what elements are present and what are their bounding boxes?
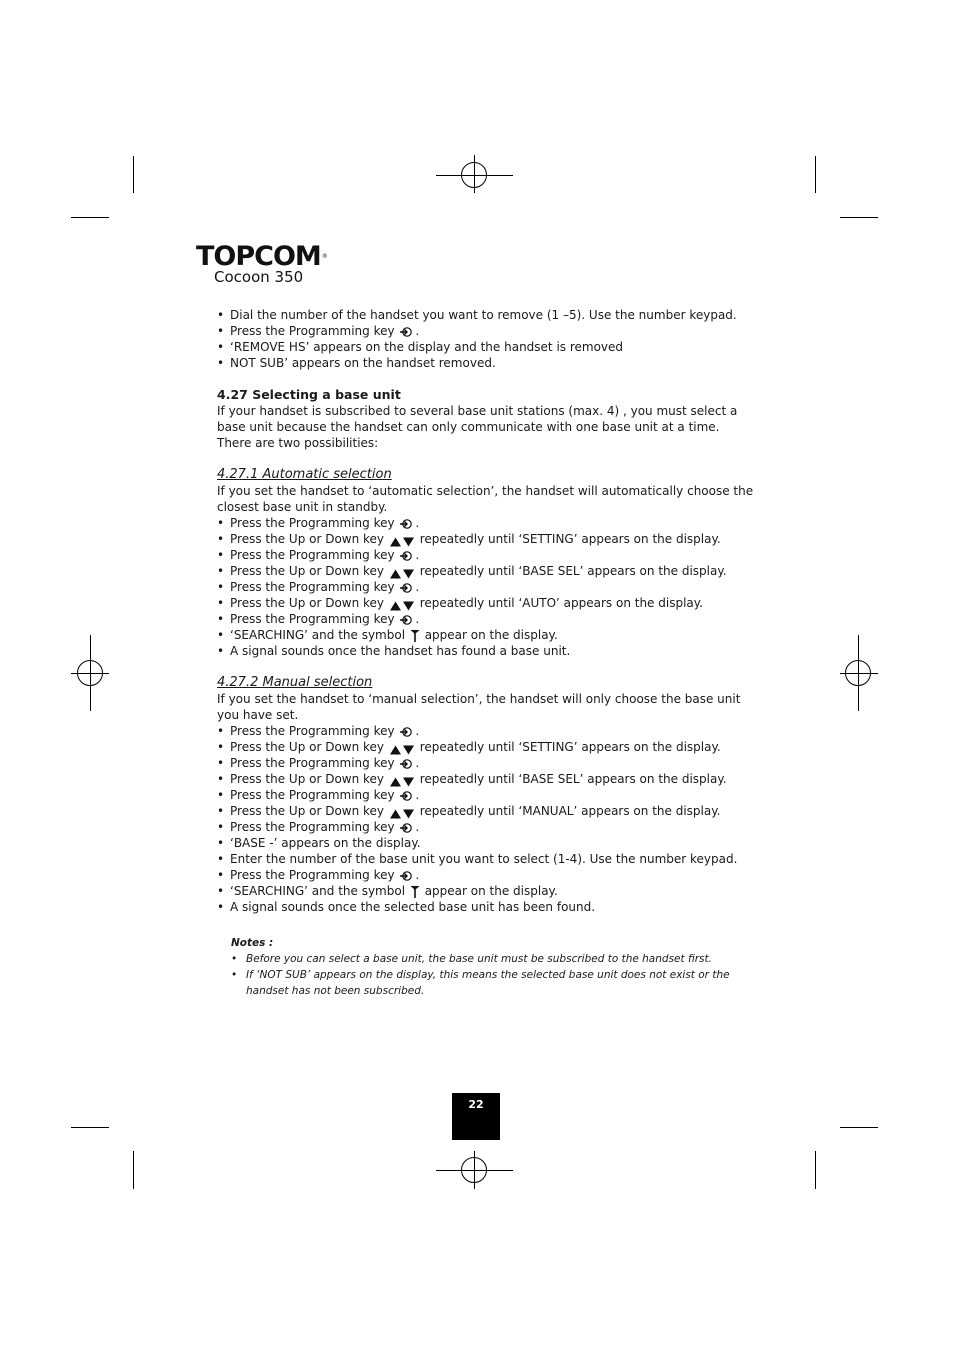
crop-mark bbox=[133, 1151, 134, 1189]
automatic-steps-list bbox=[217, 515, 757, 659]
up-down-key-icon bbox=[389, 807, 415, 817]
notes-title: Notes : bbox=[231, 937, 274, 949]
list-item bbox=[217, 563, 757, 579]
crop-mark bbox=[815, 1151, 816, 1189]
crop-mark bbox=[840, 217, 878, 218]
list-item-text: Press the Programming key bbox=[230, 788, 395, 802]
up-down-key-icon bbox=[389, 775, 415, 785]
intro-bullet-list bbox=[217, 307, 757, 371]
subsection-title-manual: 4.27.2 Manual selection bbox=[217, 675, 373, 690]
list-item bbox=[217, 307, 757, 323]
note-item: • Before you can select a base unit, the base unit must be subscribed to the handset first. bbox=[231, 951, 757, 967]
list-item bbox=[217, 515, 757, 531]
page-content bbox=[217, 307, 757, 999]
up-down-key-icon bbox=[389, 535, 415, 545]
programming-key-icon bbox=[399, 822, 414, 834]
notes-block bbox=[231, 935, 757, 999]
list-item-text: Press the Programming key bbox=[230, 516, 395, 530]
list-item bbox=[217, 755, 757, 771]
list-item-text: . bbox=[415, 612, 420, 626]
list-item bbox=[217, 835, 757, 851]
list-item-text: repeatedly until ‘BASE SEL’ appears on the display. bbox=[419, 564, 727, 578]
subsection-title-automatic: 4.27.1 Automatic selection bbox=[217, 467, 392, 482]
list-item bbox=[217, 787, 757, 803]
list-item bbox=[217, 547, 757, 563]
page-number: 22 bbox=[468, 1098, 484, 1111]
list-item bbox=[217, 851, 757, 867]
list-item bbox=[217, 867, 757, 883]
list-item-text: . bbox=[415, 756, 420, 770]
list-item-text: Press the Programming key bbox=[230, 756, 395, 770]
antenna-icon bbox=[410, 885, 420, 898]
list-item-text: Press the Programming key bbox=[230, 820, 395, 834]
up-down-key-icon bbox=[389, 567, 415, 577]
notes-list bbox=[231, 951, 757, 999]
programming-key-icon bbox=[399, 550, 414, 562]
section-title: 4.27 Selecting a base unit bbox=[217, 387, 401, 402]
page-number-box bbox=[452, 1093, 500, 1140]
list-item-text: appear on the display. bbox=[424, 884, 558, 898]
list-item-text: . bbox=[415, 820, 420, 834]
list-item bbox=[217, 579, 757, 595]
antenna-icon bbox=[410, 629, 420, 642]
manual-steps-list bbox=[217, 723, 757, 915]
up-down-key-icon bbox=[389, 743, 415, 753]
list-item-text: Press the Programming key bbox=[230, 724, 395, 738]
list-item bbox=[217, 643, 757, 659]
list-item-text: . bbox=[415, 548, 420, 562]
manual-paragraph: If you set the handset to ‘manual selection’, the handset will only choose the base unit you have set. bbox=[217, 692, 741, 722]
list-item bbox=[217, 883, 757, 899]
list-item-text: ‘SEARCHING’ and the symbol bbox=[230, 628, 406, 642]
list-item-text: . bbox=[415, 516, 420, 530]
model-name: Cocoon 350 bbox=[214, 268, 304, 286]
list-item bbox=[217, 771, 757, 787]
list-item-text: Press the Programming key bbox=[230, 612, 395, 626]
programming-key-icon bbox=[399, 582, 414, 594]
registration-circle bbox=[77, 660, 103, 686]
list-item-text: A signal sounds once the selected base unit has been found. bbox=[230, 900, 596, 914]
list-item-text: Press the Programming key bbox=[230, 868, 395, 882]
list-item-text: Press the Up or Down key bbox=[230, 804, 385, 818]
list-item-text: . bbox=[415, 580, 420, 594]
list-item-text: ‘REMOVE HS’ appears on the display and the handset is removed bbox=[230, 340, 624, 354]
programming-key-icon bbox=[399, 758, 414, 770]
list-item bbox=[217, 627, 757, 643]
list-item bbox=[217, 739, 757, 755]
list-item bbox=[217, 611, 757, 627]
list-item bbox=[217, 819, 757, 835]
list-item-text: Press the Up or Down key bbox=[230, 772, 385, 786]
crop-mark bbox=[840, 1127, 878, 1128]
list-item bbox=[217, 723, 757, 739]
note-item: • If ‘NOT SUB’ appears on the display, this means the selected base unit does not exist or the handset has not been subscribed. bbox=[231, 967, 757, 999]
list-item-text: A signal sounds once the handset has found a base unit. bbox=[230, 644, 571, 658]
programming-key-icon bbox=[399, 726, 414, 738]
list-item-text: repeatedly until ‘BASE SEL’ appears on the display. bbox=[419, 772, 727, 786]
list-item-text: repeatedly until ‘SETTING’ appears on the display. bbox=[419, 740, 721, 754]
list-item-text: repeatedly until ‘MANUAL’ appears on the display. bbox=[419, 804, 721, 818]
programming-key-icon bbox=[399, 870, 414, 882]
list-item-text: . bbox=[415, 868, 420, 882]
registration-circle bbox=[461, 162, 487, 188]
section-paragraph: If your handset is subscribed to several base unit stations (max. 4) , you must select a base unit because the handset can only communicate with one base unit at a time. There are two possibilities: bbox=[217, 404, 738, 450]
list-item-text: Press the Up or Down key bbox=[230, 564, 385, 578]
list-item-text: Press the Up or Down key bbox=[230, 596, 385, 610]
crop-mark bbox=[133, 156, 134, 193]
up-down-key-icon bbox=[389, 599, 415, 609]
list-item-text: ‘BASE -’ appears on the display. bbox=[230, 836, 421, 850]
list-item bbox=[217, 531, 757, 547]
list-item bbox=[217, 899, 757, 915]
programming-key-icon bbox=[399, 614, 414, 626]
programming-key-icon bbox=[399, 326, 414, 338]
list-item-text: repeatedly until ‘AUTO’ appears on the display. bbox=[419, 596, 703, 610]
list-item-text: Press the Up or Down key bbox=[230, 740, 385, 754]
programming-key-icon bbox=[399, 518, 414, 530]
crop-mark bbox=[71, 217, 109, 218]
list-item bbox=[217, 339, 757, 355]
list-item-text: appear on the display. bbox=[424, 628, 558, 642]
list-item-text: Enter the number of the base unit you want to select (1-4). Use the number keypad. bbox=[230, 852, 738, 866]
list-item-text: repeatedly until ‘SETTING’ appears on the display. bbox=[419, 532, 721, 546]
list-item bbox=[217, 803, 757, 819]
list-item-text: ‘SEARCHING’ and the symbol bbox=[230, 884, 406, 898]
list-item-text: Press the Programming key bbox=[230, 580, 395, 594]
list-item-text: Press the Programming key bbox=[230, 324, 395, 338]
brand-logo: TOPCOM® bbox=[196, 241, 327, 272]
list-item bbox=[217, 323, 757, 339]
registration-circle bbox=[461, 1157, 487, 1183]
list-item-text: . bbox=[415, 788, 420, 802]
crop-mark bbox=[815, 156, 816, 193]
list-item-text: Press the Up or Down key bbox=[230, 532, 385, 546]
list-item-text: . bbox=[415, 724, 420, 738]
list-item-text: NOT SUB’ appears on the handset removed. bbox=[230, 356, 496, 370]
list-item-text: . bbox=[415, 324, 420, 338]
crop-mark bbox=[71, 1127, 109, 1128]
list-item-text: Dial the number of the handset you want to remove (1 –5). Use the number keypad. bbox=[230, 308, 737, 322]
list-item-text: Press the Programming key bbox=[230, 548, 395, 562]
registration-circle bbox=[845, 660, 871, 686]
automatic-paragraph: If you set the handset to ‘automatic selection’, the handset will automatically choose the closest base unit in standby. bbox=[217, 484, 754, 514]
list-item bbox=[217, 595, 757, 611]
list-item bbox=[217, 355, 757, 371]
programming-key-icon bbox=[399, 790, 414, 802]
